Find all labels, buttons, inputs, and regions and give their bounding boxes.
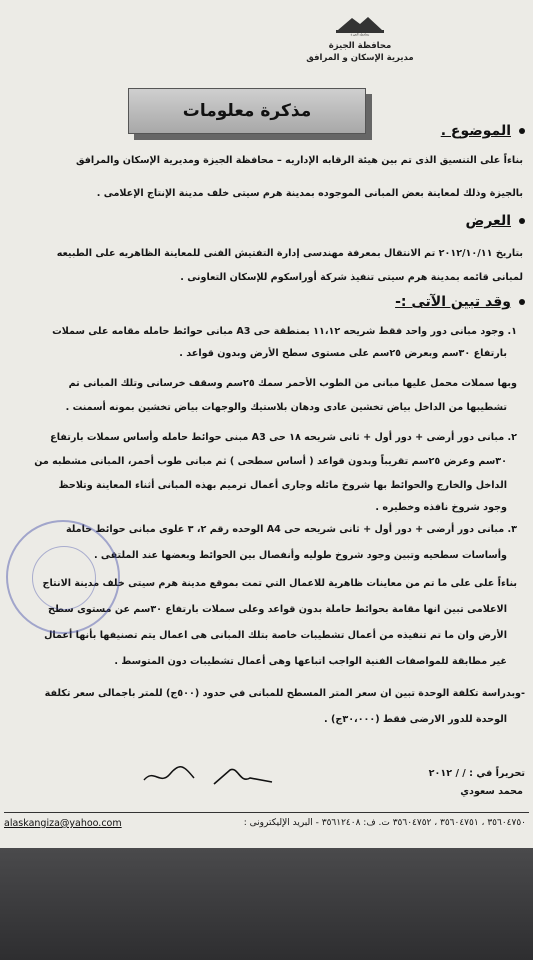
finding-line: وجود شروخ نافذه وخطيره . — [375, 502, 507, 513]
signature-mark-2 — [210, 762, 280, 792]
bullet-dot — [519, 218, 525, 224]
presentation-line-1: بتاريخ ٢٠١٢/١٠/١١ تم الانتقال بمعرفة مهندسى إدارة التفتيش الفنى للمعاينة الظاهريه على الطبيعه — [56, 248, 523, 259]
finding-line: بناءاً على على ما تم من معاينات ظاهرية للاعمال التي تمت بموقع مدينة هرم سيتى خلف مدينة الانتاج — [42, 578, 517, 589]
official-stamp — [6, 520, 120, 634]
governorate-logo-icon — [330, 14, 390, 36]
finding-line: وأساسات سطحيه وتبين وجود شروخ طوليه وأنفصال بين الحوائط وبعضها عند الملتقى . — [93, 550, 507, 561]
memo-title-banner — [128, 88, 366, 134]
logo-caption: محافظة الجيزة — [350, 32, 370, 36]
stamp-inner-ring — [32, 546, 96, 610]
subject-heading — [441, 123, 525, 139]
cost-line-2: الوحدة للدور الارضى فقط (٣٠،٠٠٠ج) . — [324, 714, 507, 725]
subject-line-1: بناءاً على التنسيق الذى تم بين هيئة الرقابه الإداريه – محافظة الجيزة ومديرية الإسكان والمرافق — [75, 155, 523, 166]
governorate-name: محافظة الجيزة — [328, 41, 392, 51]
finding-line: بارتفاع ٣٠سم وبعرض ٢٥سم على مستوى سطح الأرض وبدون قواعد . — [179, 348, 507, 359]
finding-line: الداخل والخارج والحوائط بها شروخ مائله وجارى أعمال ترميم بهذه المبانى أثناء المعاينة وتلاحظ — [58, 480, 507, 491]
findings-heading-text: وقد تبين الآتى :- — [395, 294, 511, 310]
subject-line-2: بالجيزة وذلك لمعاينة بعض المبانى الموجوده بمدينة هرم سيتى خلف مدينة الإنتاج الإعلامى . — [96, 188, 523, 199]
subject-heading-text: الموضوع . — [440, 123, 511, 139]
finding-line: غير مطابقة للمواصفات الفنية الواجب اتباعها وهى أعمال تشطيبات دون المتوسط . — [114, 656, 507, 667]
findings-heading — [395, 294, 525, 310]
memo-title: مذكرة معلومات — [182, 101, 312, 121]
bullet-dot — [519, 299, 525, 305]
finding-line: وبها سملات محمل عليها مبانى من الطوب الأحمر سمك ٢٥سم وسقف خرسانى وتلك المبانى تم — [68, 378, 517, 389]
finding-line: ٣. مبانى دور أرضى + دور أول + ثانى شريحه حى A4 الوحده رقم ٢، ٣ علوى مبانى حوائط حاملة — [65, 524, 517, 535]
finding-line: الاعلامى تبين انها مقامة بحوائط حاملة بدون قواعد وعلى سملات بارتفاع ٣٠سم عن مستوى سطح — [48, 604, 507, 615]
directorate-name: مديرية الإسكان و المرافق — [306, 53, 414, 63]
presentation-heading — [466, 213, 526, 229]
finding-line: الأرض وان ما تم تنفيذه من أعمال تشطيبات خاصة بتلك المبانى هى اعمال يتم تصنيفها بأنها أعمال — [44, 630, 507, 641]
bullet-dot — [519, 128, 525, 134]
finding-line: ٣٠سم وعرض ٢٥سم تقريباً وبدون قواعد ( أساس سطحى ) ثم مبانى طوب أحمر، المبانى مشطبه من — [34, 456, 507, 467]
footer-divider — [4, 812, 529, 813]
signature-mark-1 — [140, 760, 200, 790]
finding-line: ١. وجود مبانى دور واحد فقط شريحه ١١،١٢ بمنطقة حى A3 مبانى حوائط حامله مقامه على سملات — [52, 326, 517, 337]
footer-email[interactable]: alaskangiza@yahoo.com — [4, 818, 122, 829]
cost-line-1: -وبدراسة تكلفة الوحدة تبين ان سعر المتر المسطح للمبانى في حدود (٥٠٠ج) للمتر باجمالى سعر تكلفة — [44, 688, 525, 699]
signatory-name: محمد سعودي — [460, 786, 523, 797]
signature-date: تحريراً في : / / ٢٠١٢ — [428, 768, 525, 779]
finding-line: تشطيبها من الداخل بياض تخشين عادى ودهان بلاستيك والوجهات بياض تخشين بمونه أسمنت . — [65, 402, 507, 413]
letterhead — [305, 14, 415, 64]
background-surface — [0, 848, 533, 960]
presentation-line-2: لمبانى قائمه بمدينة هرم سيتى تنفيذ شركة أوراسكوم للإسكان التعاونى . — [180, 272, 523, 283]
finding-line: ٢. مبانى دور أرضى + دور أول + ثانى شريحه ١٨ حى A3 مبنى حوائط حامله وأساس سملات بارتفاع — [50, 432, 517, 443]
presentation-heading-text: العرض — [465, 213, 511, 229]
footer-contacts: ٣٥٦٠٤٧٥٠ ، ٣٥٦٠٤٧٥١ ، ٣٥٦٠٤٧٥٢ ت. ف: ٣٥٦١٢٤٠٨ - البريد الإليكترونى : — [243, 818, 526, 828]
